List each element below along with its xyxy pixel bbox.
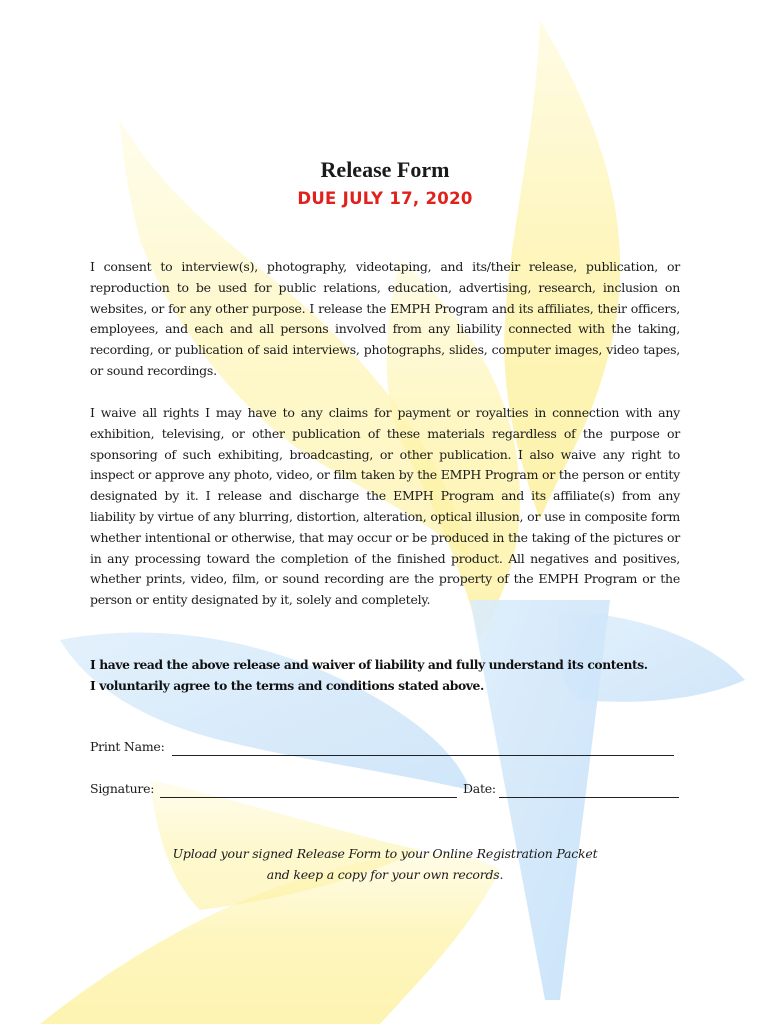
page-title: Release Form <box>320 157 450 182</box>
date-field[interactable] <box>499 797 679 798</box>
upload-instructions <box>0 843 770 885</box>
print-name-field[interactable] <box>172 755 674 756</box>
due-date: DUE JULY 17, 2020 <box>297 189 473 208</box>
upload-instructions-line-1: Upload your signed Release Form to your Online Registration Packet <box>172 846 598 861</box>
acknowledgement-statement <box>90 655 690 697</box>
print-name-row <box>90 739 680 759</box>
consent-paragraph: I consent to interview(s), photography, videotaping, and its/their release, publication, or reproduction to be used for public relations, education, advertising, research, inclusion on websites, or for any other purpose. I release the EMPH Program and its affiliates, their officers, employees, and each and all persons involved from any liability connected with the taking, recording, or publication of said interviews, photographs, slides, computer images, video tapes, or sound recordings. <box>90 259 680 378</box>
signature-date-row <box>90 781 680 801</box>
upload-instructions-line-2: and keep a copy for your own records. <box>266 867 504 882</box>
print-name-label: Print Name: <box>90 739 165 754</box>
waiver-paragraph: I waive all rights I may have to any claims for payment or royalties in connection with any exhibition, televising, or other publication of these materials regardless of the purpose or sponsoring of such exhibiting, broadcasting, or other publication. I also waive any right to inspect or approve any photo, video, or film taken by the EMPH Program or the person or entity designated by it. I release and discharge the EMPH Program and its affiliate(s) from any liability by virtue of any blurring, distortion, alteration, optical illusion, or use in composite form whether intentional or otherwise, that may occur or be produced in the taking of the pictures or in any processing toward the completion of the finished product. All negatives and positives, whether prints, video, film, or sound recording are the property of the EMPH Program or the person or entity designated by it, solely and completely. <box>90 405 680 608</box>
date-label: Date: <box>463 781 496 796</box>
acknowledgement-line-1: I have read the above release and waiver of liability and fully understand its contents. <box>90 657 648 672</box>
signature-label: Signature: <box>90 781 155 796</box>
signature-field[interactable] <box>160 797 457 798</box>
acknowledgement-line-2: I voluntarily agree to the terms and conditions stated above. <box>90 677 484 693</box>
